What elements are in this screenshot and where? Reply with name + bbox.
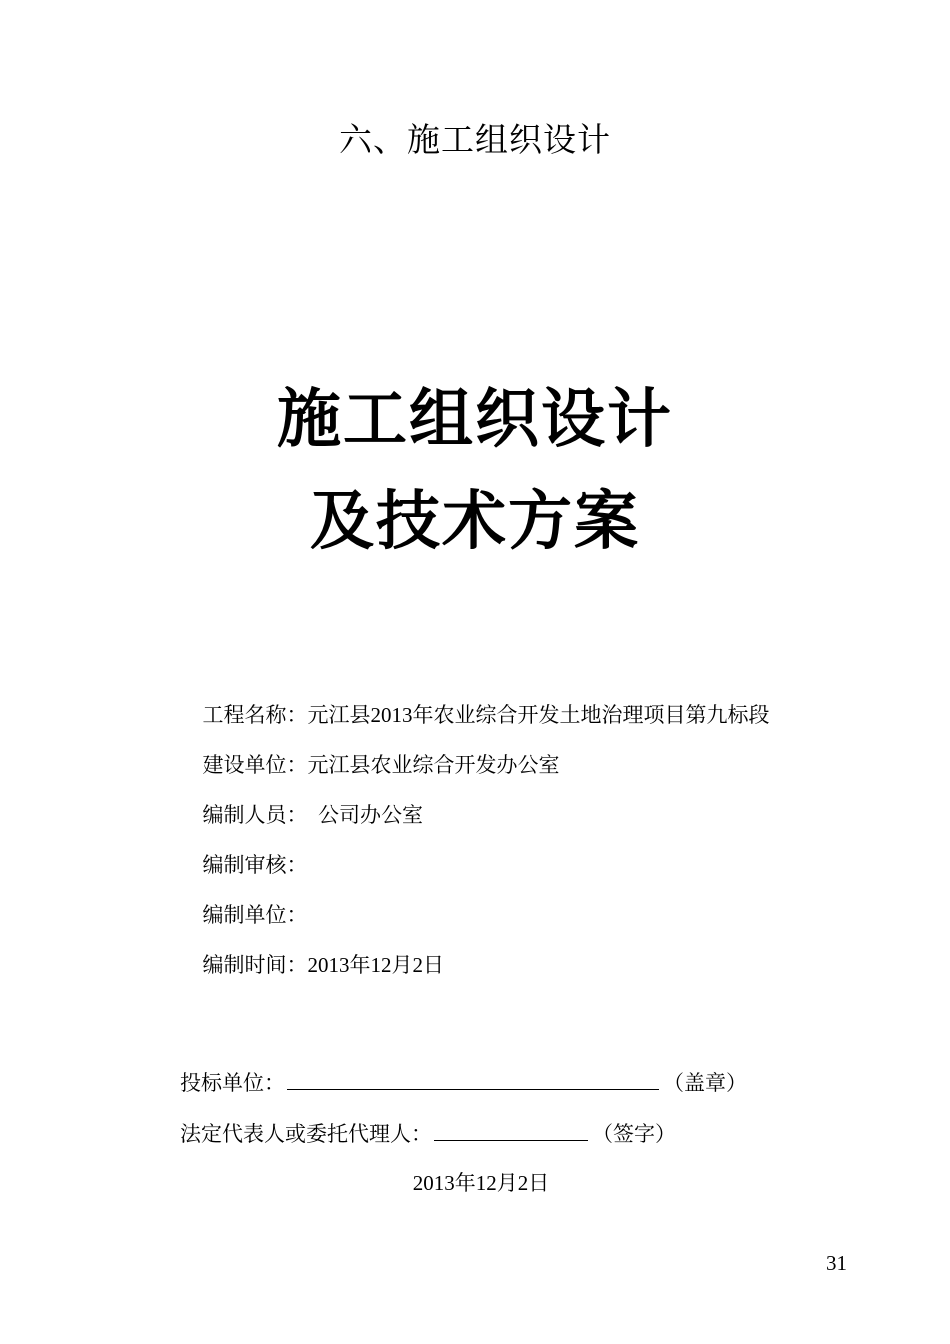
document-title-line-1: 施工组织设计 <box>277 383 673 457</box>
signature-date: 2013年12月2日 <box>412 1171 550 1195</box>
info-value: 元江县农业综合开发办公室 <box>307 753 560 777</box>
bidder-blank-line <box>287 1069 659 1090</box>
info-label: 编制人员： <box>202 803 308 827</box>
document-title-line-2: 及技术方案 <box>310 485 640 559</box>
info-label: 编制审核： <box>202 853 308 877</box>
info-value: 2013年12月2日 <box>307 953 444 977</box>
representative-sign-note: （签字） <box>592 1122 676 1146</box>
info-label: 编制时间： <box>202 953 308 977</box>
info-value: 公司办公室 <box>307 803 423 827</box>
info-row-compile-date <box>192 920 444 980</box>
bidder-seal-note: （盖章） <box>663 1071 747 1095</box>
page-number: 31 <box>826 1251 847 1275</box>
representative-label: 法定代表人或委托代理人： <box>180 1122 432 1146</box>
section-heading: 六、施工组织设计 <box>339 120 611 159</box>
representative-blank-line <box>434 1120 588 1141</box>
bidder-signature-line <box>180 1068 747 1098</box>
representative-signature-line <box>180 1119 676 1149</box>
info-value: 元江县2013年农业综合开发土地治理项目第九标段 <box>307 703 770 727</box>
info-label: 建设单位： <box>202 753 308 777</box>
info-label: 编制单位： <box>202 903 308 927</box>
info-label: 工程名称： <box>202 703 308 727</box>
bidder-label: 投标单位： <box>180 1071 285 1095</box>
